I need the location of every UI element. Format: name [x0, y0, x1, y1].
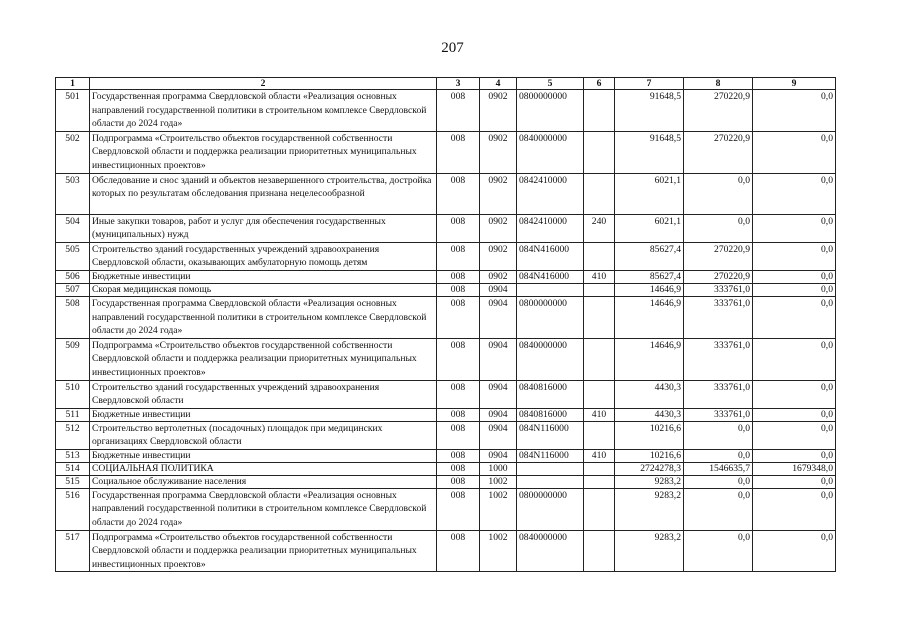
row-name: Подпрограмма «Строительство объектов государственной собственности Свердловской области и поддержка реализации приоритетных муниципальных инвестиционных проектов» — [90, 338, 437, 380]
row-name: Социальное обслуживание населения — [90, 475, 437, 488]
row-target-code: 0840000000 — [517, 131, 584, 173]
row-expense-type — [584, 475, 615, 488]
row-expense-type — [584, 90, 615, 132]
budget-table — [55, 77, 836, 572]
row-sum-year-1: 9283,2 — [615, 530, 684, 572]
row-name: Государственная программа Свердловской области «Реализация основных направлений государственной политики в строительном комплексе Свердловской области до 2024 года» — [90, 90, 437, 132]
row-ministry-code: 008 — [437, 475, 480, 488]
row-ministry-code: 008 — [437, 214, 480, 242]
row-expense-type — [584, 283, 615, 296]
row-sum-year-3: 0,0 — [753, 214, 836, 242]
row-sum-year-1: 14646,9 — [615, 338, 684, 380]
row-target-code: 0840000000 — [517, 530, 584, 572]
row-sum-year-3: 0,0 — [753, 530, 836, 572]
row-number: 516 — [56, 488, 90, 530]
table-row — [56, 338, 836, 380]
row-target-code: 0842410000 — [517, 173, 584, 214]
table-row — [56, 449, 836, 462]
row-sum-year-1: 6021,1 — [615, 214, 684, 242]
table-row — [56, 270, 836, 283]
row-expense-type — [584, 462, 615, 475]
row-name: Бюджетные инвестиции — [90, 270, 437, 283]
row-sum-year-2: 0,0 — [684, 475, 753, 488]
row-target-code: 084N116000 — [517, 421, 584, 449]
row-name: Строительство зданий государственных учреждений здравоохранения Свердловской области, оказывающих амбулаторную помощь детям — [90, 242, 437, 270]
row-sum-year-1: 14646,9 — [615, 283, 684, 296]
row-expense-type — [584, 530, 615, 572]
row-section-code: 1002 — [480, 475, 517, 488]
row-number: 510 — [56, 380, 90, 408]
table-row — [56, 530, 836, 572]
row-sum-year-1: 14646,9 — [615, 296, 684, 338]
row-sum-year-1: 4430,3 — [615, 380, 684, 408]
row-sum-year-3: 0,0 — [753, 408, 836, 421]
row-name: Скорая медицинская помощь — [90, 283, 437, 296]
row-sum-year-1: 10216,6 — [615, 421, 684, 449]
row-sum-year-2: 0,0 — [684, 488, 753, 530]
row-section-code: 0904 — [480, 338, 517, 380]
row-name: СОЦИАЛЬНАЯ ПОЛИТИКА — [90, 462, 437, 475]
table-row — [56, 421, 836, 449]
row-sum-year-2: 0,0 — [684, 173, 753, 214]
row-name: Иные закупки товаров, работ и услуг для обеспечения государственных (муниципальных) нужд — [90, 214, 437, 242]
table-row — [56, 173, 836, 214]
row-sum-year-3: 1679348,0 — [753, 462, 836, 475]
row-section-code: 1002 — [480, 488, 517, 530]
row-sum-year-2: 0,0 — [684, 530, 753, 572]
row-ministry-code: 008 — [437, 462, 480, 475]
row-section-code: 0902 — [480, 90, 517, 132]
row-number: 514 — [56, 462, 90, 475]
row-ministry-code: 008 — [437, 173, 480, 214]
row-sum-year-2: 0,0 — [684, 449, 753, 462]
row-sum-year-3: 0,0 — [753, 296, 836, 338]
row-sum-year-3: 0,0 — [753, 173, 836, 214]
row-sum-year-3: 0,0 — [753, 131, 836, 173]
row-target-code: 0840000000 — [517, 338, 584, 380]
row-expense-type — [584, 380, 615, 408]
row-section-code: 0904 — [480, 408, 517, 421]
row-sum-year-2: 333761,0 — [684, 296, 753, 338]
row-target-code — [517, 475, 584, 488]
row-ministry-code: 008 — [437, 488, 480, 530]
row-name: Обследование и снос зданий и объектов незавершенного строительства, достройка которых по результатам обследования признана нецелесообразной — [90, 173, 437, 214]
table-row — [56, 283, 836, 296]
row-section-code: 0902 — [480, 242, 517, 270]
row-target-code: 0800000000 — [517, 488, 584, 530]
row-ministry-code: 008 — [437, 90, 480, 132]
column-header-5: 5 — [517, 78, 584, 90]
row-number: 515 — [56, 475, 90, 488]
row-ministry-code: 008 — [437, 530, 480, 572]
row-ministry-code: 008 — [437, 380, 480, 408]
column-header-6: 6 — [584, 78, 615, 90]
row-sum-year-2: 270220,9 — [684, 131, 753, 173]
column-header-9: 9 — [753, 78, 836, 90]
row-section-code: 0904 — [480, 449, 517, 462]
row-expense-type: 410 — [584, 449, 615, 462]
row-sum-year-1: 9283,2 — [615, 475, 684, 488]
row-expense-type — [584, 421, 615, 449]
row-name: Подпрограмма «Строительство объектов государственной собственности Свердловской области и поддержка реализации приоритетных муниципальных инвестиционных проектов» — [90, 530, 437, 572]
row-sum-year-2: 270220,9 — [684, 242, 753, 270]
row-sum-year-1: 10216,6 — [615, 449, 684, 462]
row-sum-year-3: 0,0 — [753, 380, 836, 408]
row-sum-year-3: 0,0 — [753, 449, 836, 462]
row-name: Бюджетные инвестиции — [90, 449, 437, 462]
table-row — [56, 462, 836, 475]
row-ministry-code: 008 — [437, 296, 480, 338]
row-sum-year-3: 0,0 — [753, 475, 836, 488]
row-section-code: 0902 — [480, 131, 517, 173]
row-sum-year-2: 333761,0 — [684, 283, 753, 296]
row-sum-year-1: 85627,4 — [615, 242, 684, 270]
row-number: 502 — [56, 131, 90, 173]
row-sum-year-1: 91648,5 — [615, 90, 684, 132]
row-expense-type — [584, 131, 615, 173]
row-ministry-code: 008 — [437, 270, 480, 283]
row-sum-year-1: 85627,4 — [615, 270, 684, 283]
row-name: Государственная программа Свердловской области «Реализация основных направлений государственной политики в строительном комплексе Свердловской области до 2024 года» — [90, 296, 437, 338]
row-name: Подпрограмма «Строительство объектов государственной собственности Свердловской области и поддержка реализации приоритетных муниципальных инвестиционных проектов» — [90, 131, 437, 173]
row-ministry-code: 008 — [437, 338, 480, 380]
table-row — [56, 90, 836, 132]
row-name: Строительство вертолетных (посадочных) площадок при медицинских организациях Свердловской области — [90, 421, 437, 449]
row-target-code: 0840816000 — [517, 408, 584, 421]
row-expense-type: 410 — [584, 408, 615, 421]
row-target-code: 0842410000 — [517, 214, 584, 242]
row-ministry-code: 008 — [437, 242, 480, 270]
column-header-8: 8 — [684, 78, 753, 90]
row-sum-year-3: 0,0 — [753, 488, 836, 530]
row-section-code: 0904 — [480, 421, 517, 449]
row-sum-year-1: 91648,5 — [615, 131, 684, 173]
table-row — [56, 214, 836, 242]
row-section-code: 0904 — [480, 380, 517, 408]
row-ministry-code: 008 — [437, 421, 480, 449]
row-name: Государственная программа Свердловской области «Реализация основных направлений государственной политики в строительном комплексе Свердловской области до 2024 года» — [90, 488, 437, 530]
column-header-3: 3 — [437, 78, 480, 90]
row-number: 505 — [56, 242, 90, 270]
table-row — [56, 488, 836, 530]
row-number: 504 — [56, 214, 90, 242]
row-number: 506 — [56, 270, 90, 283]
row-number: 501 — [56, 90, 90, 132]
row-sum-year-2: 0,0 — [684, 214, 753, 242]
row-section-code: 1000 — [480, 462, 517, 475]
row-sum-year-3: 0,0 — [753, 242, 836, 270]
row-ministry-code: 008 — [437, 449, 480, 462]
row-sum-year-1: 4430,3 — [615, 408, 684, 421]
row-expense-type — [584, 488, 615, 530]
row-section-code: 0902 — [480, 270, 517, 283]
row-target-code: 084N116000 — [517, 449, 584, 462]
row-sum-year-3: 0,0 — [753, 270, 836, 283]
table-body — [56, 90, 836, 572]
row-number: 503 — [56, 173, 90, 214]
row-expense-type: 410 — [584, 270, 615, 283]
row-sum-year-3: 0,0 — [753, 90, 836, 132]
header-row — [56, 78, 836, 90]
column-header-1: 1 — [56, 78, 90, 90]
row-section-code: 0902 — [480, 173, 517, 214]
row-sum-year-1: 6021,1 — [615, 173, 684, 214]
row-target-code: 0800000000 — [517, 90, 584, 132]
table-row — [56, 380, 836, 408]
column-header-4: 4 — [480, 78, 517, 90]
column-header-7: 7 — [615, 78, 684, 90]
row-name: Строительство зданий государственных учреждений здравоохранения Свердловской области — [90, 380, 437, 408]
row-sum-year-2: 270220,9 — [684, 90, 753, 132]
row-expense-type — [584, 296, 615, 338]
column-header-2: 2 — [90, 78, 437, 90]
table-row — [56, 242, 836, 270]
row-expense-type: 240 — [584, 214, 615, 242]
table-row — [56, 131, 836, 173]
row-number: 507 — [56, 283, 90, 296]
row-sum-year-2: 0,0 — [684, 421, 753, 449]
table-row — [56, 408, 836, 421]
page-number: 207 — [441, 40, 464, 56]
row-target-code: 0840816000 — [517, 380, 584, 408]
row-sum-year-2: 333761,0 — [684, 380, 753, 408]
row-sum-year-2: 270220,9 — [684, 270, 753, 283]
row-section-code: 0904 — [480, 283, 517, 296]
row-ministry-code: 008 — [437, 131, 480, 173]
row-section-code: 0904 — [480, 296, 517, 338]
row-number: 508 — [56, 296, 90, 338]
row-number: 511 — [56, 408, 90, 421]
row-sum-year-2: 333761,0 — [684, 408, 753, 421]
row-expense-type — [584, 173, 615, 214]
row-ministry-code: 008 — [437, 408, 480, 421]
row-expense-type — [584, 338, 615, 380]
row-sum-year-2: 1546635,7 — [684, 462, 753, 475]
table-row — [56, 296, 836, 338]
row-sum-year-1: 2724278,3 — [615, 462, 684, 475]
row-target-code: 084N416000 — [517, 242, 584, 270]
row-sum-year-3: 0,0 — [753, 421, 836, 449]
row-ministry-code: 008 — [437, 283, 480, 296]
row-target-code — [517, 462, 584, 475]
row-sum-year-2: 333761,0 — [684, 338, 753, 380]
row-section-code: 0902 — [480, 214, 517, 242]
row-target-code — [517, 283, 584, 296]
row-target-code: 084N416000 — [517, 270, 584, 283]
row-number: 509 — [56, 338, 90, 380]
row-section-code: 1002 — [480, 530, 517, 572]
row-name: Бюджетные инвестиции — [90, 408, 437, 421]
row-sum-year-3: 0,0 — [753, 338, 836, 380]
table-row — [56, 475, 836, 488]
row-number: 512 — [56, 421, 90, 449]
row-target-code: 0800000000 — [517, 296, 584, 338]
row-expense-type — [584, 242, 615, 270]
row-sum-year-1: 9283,2 — [615, 488, 684, 530]
row-number: 517 — [56, 530, 90, 572]
row-sum-year-3: 0,0 — [753, 283, 836, 296]
row-number: 513 — [56, 449, 90, 462]
